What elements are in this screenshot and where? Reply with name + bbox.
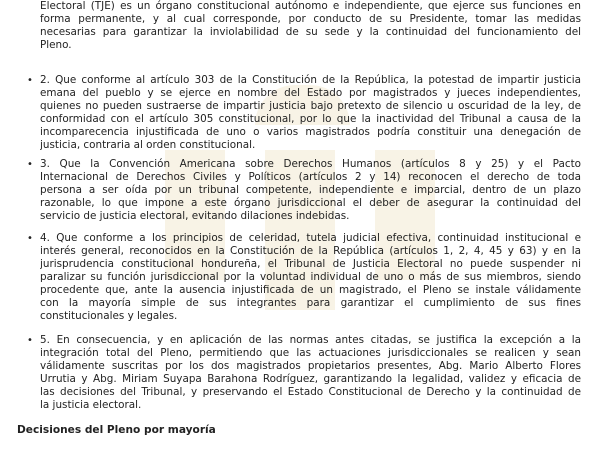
text-line: persona a ser oída por un tribunal competente, independiente e imparcial, dentro de un plazo (40, 184, 581, 196)
paragraph-3 (40, 158, 581, 223)
text-line: emana del pueblo y se ejerce en nombre del Estado por magistrados y jueces independientes, (40, 87, 581, 99)
text-line: procedente que, ante la ausencia injustificada de un magistrado, el Pleno se instale válidamente (40, 284, 581, 296)
text-line: 3. Que la Convención Americana sobre Derechos Humanos (artículos 8 y 25) y el Pacto (40, 158, 581, 170)
text-line: servicio de justicia electoral, evitando dilaciones indebidas. (40, 210, 350, 222)
bullet-icon: • (27, 335, 33, 346)
text-line: Pleno. (40, 39, 72, 51)
text-line: forma permanente, y al cual corresponde, por conducto de su Presidente, tomar las medidas (40, 13, 581, 25)
text-line: las decisiones del Tribunal, y preservando el Estado Constitucional de Derecho y la continuidad de (40, 386, 581, 398)
text-line: conformidad con el artículo 305 constitucional, por lo que la inactividad del Tribunal a causa de la (40, 113, 581, 125)
text-line: integración total del Pleno, permitiendo que las actuaciones jurisdiccionales se realicen y sean (40, 347, 581, 359)
bullet-icon: • (27, 75, 33, 86)
text-line: justicia, contraria al orden constitucional. (40, 139, 256, 151)
text-line: razonable, lo que impone a este órgano jurisdiccional el deber de asegurar la continuidad del (40, 197, 581, 209)
text-line: interés general, reconocidos en la Constitución de la República (artículos 1, 2, 4, 45 y 63) y en la (40, 245, 581, 257)
paragraph-5 (40, 334, 581, 412)
text-line: 4. Que conforme a los principios de celeridad, tutela judicial efectiva, continuidad institucional e (40, 232, 581, 244)
text-line: válidamente suscritas por los dos magistrados propietarios presentes, Abg. Mario Alberto Flores (40, 360, 581, 372)
bullet-icon: • (27, 159, 33, 170)
text-line: Electoral (TJE) es un órgano constitucional autónomo e independiente, que ejerce sus funciones en (40, 0, 581, 12)
text-line: incomparecencia injustificada de uno o varios magistrados podría constituir una denegación de (40, 126, 581, 138)
text-line: 5. En consecuencia, y en aplicación de las normas antes citadas, se justifica la excepción a la (40, 334, 581, 346)
text-line: con la mayoría simple de sus integrantes para garantizar el cumplimiento de sus fines (40, 297, 581, 309)
text-line: paralizar su función jurisdiccional por la voluntad individual de uno o más de sus miembros, siendo (40, 271, 581, 283)
text-line: quienes no pueden sustraerse de impartir justicia bajo pretexto de silencio u oscuridad de la ley, de (40, 100, 581, 112)
section-heading: Decisiones del Pleno por mayoría (17, 424, 216, 436)
text-line: Internacional de Derechos Civiles y Políticos (artículos 2 y 14) reconocen el derecho de toda (40, 171, 581, 183)
text-line: la justicia electoral. (40, 399, 142, 411)
text-line: 2. Que conforme al artículo 303 de la Constitución de la República, la potestad de impartir justicia (40, 74, 581, 86)
text-line: constitucionales y legales. (40, 310, 178, 322)
text-line: jurisprudencia constitucional hondureña, el Tribunal de Justicia Electoral no puede suspender ni (40, 258, 581, 270)
paragraph-4 (40, 232, 581, 323)
bullet-icon: • (27, 233, 33, 244)
text-line: necesarias para garantizar la inviolabilidad de su sede y la continuidad del funcionamiento del (40, 26, 581, 38)
paragraph-1 (40, 0, 581, 52)
paragraph-2 (40, 74, 581, 152)
text-line: Urrutia y Abg. Miriam Suyapa Barahona Rodríguez, garantizando la legalidad, validez y eficacia de (40, 373, 581, 385)
